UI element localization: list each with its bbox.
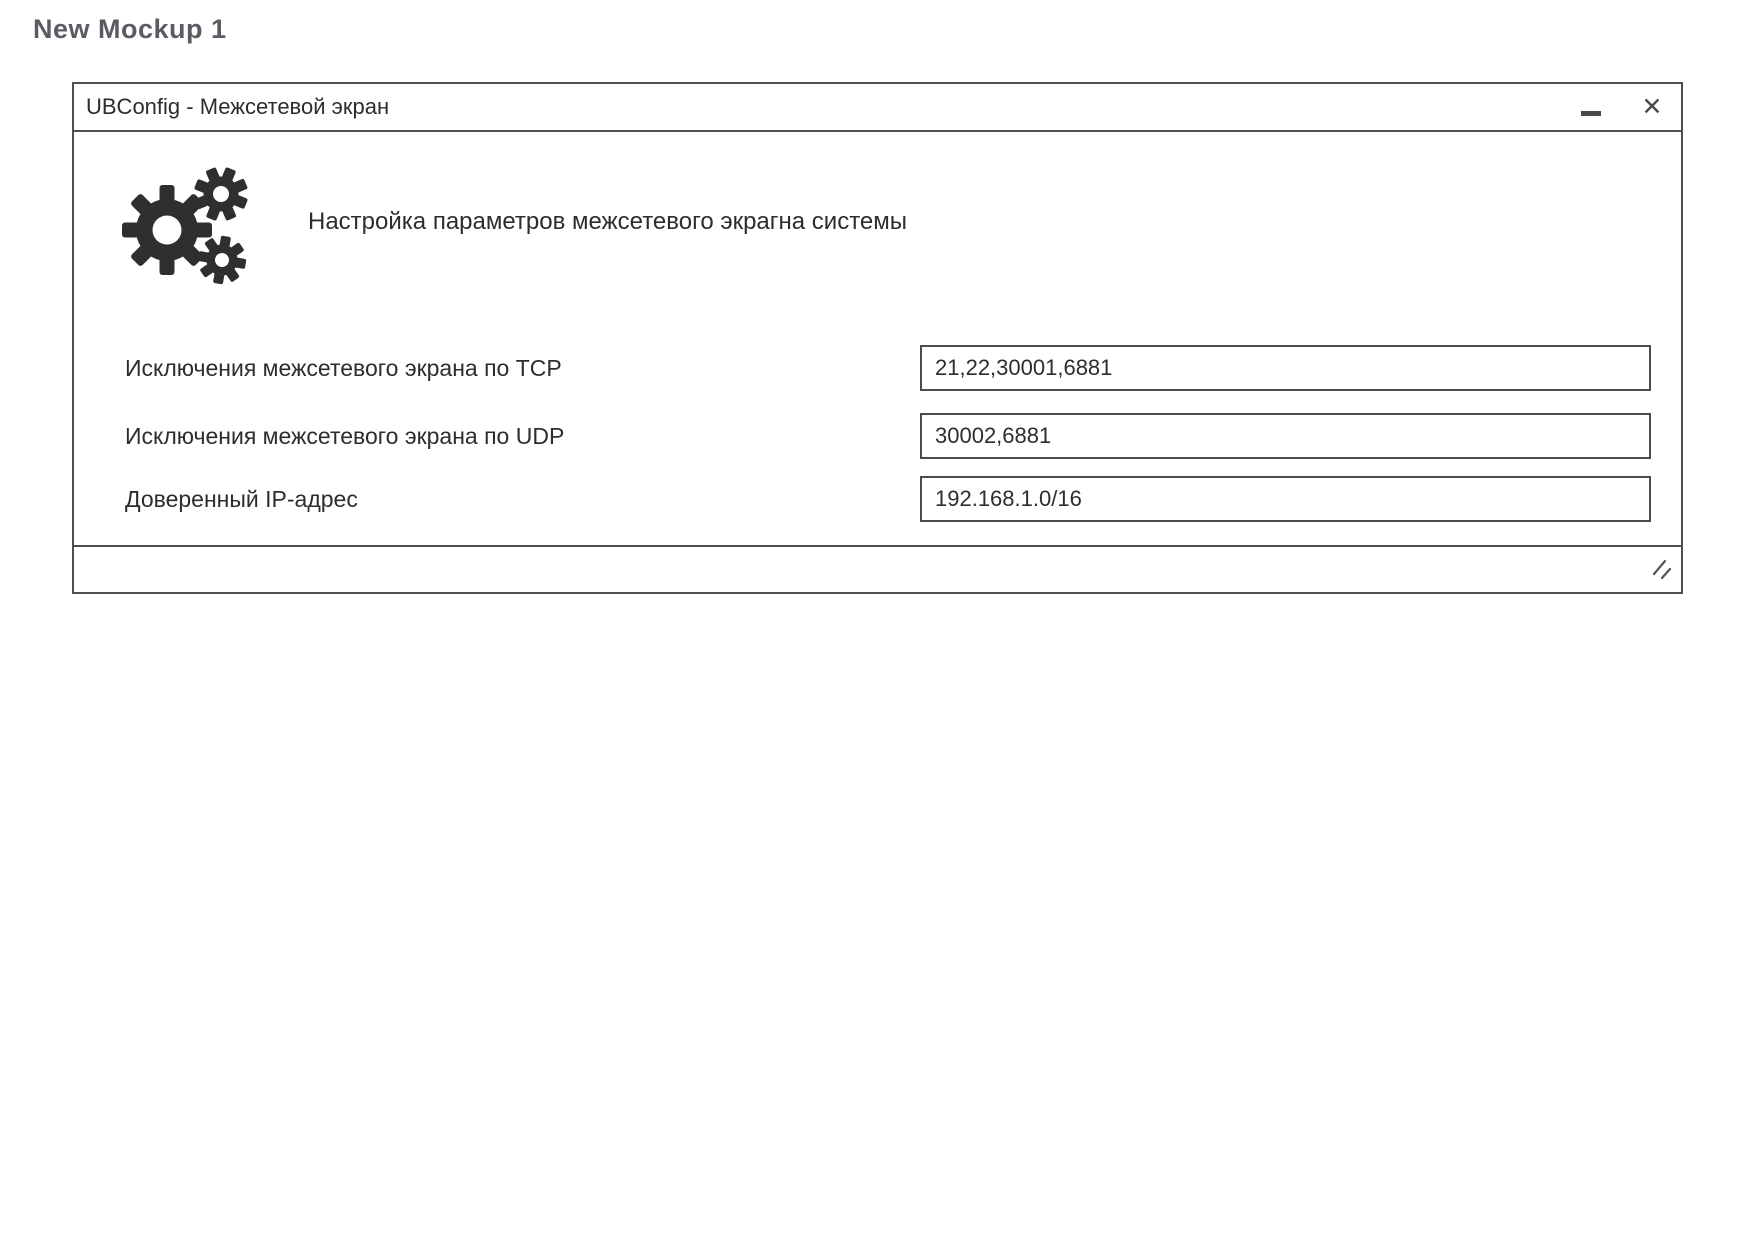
minimize-button[interactable] xyxy=(1579,92,1603,122)
window-content xyxy=(74,132,1681,545)
statusbar xyxy=(74,545,1681,592)
window-titlebar[interactable] xyxy=(74,84,1681,132)
close-icon: ✕ xyxy=(1641,92,1663,121)
field-label-udp-exceptions: Исключения межсетевого экрана по UDP xyxy=(125,422,565,449)
field-label-trusted-ip: Доверенный IP-адрес xyxy=(125,485,358,512)
gears-icon xyxy=(119,164,251,293)
page-title: New Mockup 1 xyxy=(33,14,227,44)
minimize-icon xyxy=(1581,111,1601,116)
field-label-tcp-exceptions: Исключения межсетевого экрана по TCP xyxy=(125,354,562,381)
resize-handle[interactable] xyxy=(1649,555,1675,585)
tcp-exceptions-input[interactable] xyxy=(920,345,1651,391)
udp-exceptions-input[interactable] xyxy=(920,413,1651,459)
window-title: UBConfig - Межсетевой экран xyxy=(86,94,390,119)
trusted-ip-input[interactable] xyxy=(920,476,1651,522)
app-window xyxy=(72,82,1683,594)
app-description: Настройка параметров межсетевого экрагна системы xyxy=(308,208,908,235)
resize-handle-icon xyxy=(1650,558,1674,582)
close-button[interactable] xyxy=(1639,92,1665,122)
